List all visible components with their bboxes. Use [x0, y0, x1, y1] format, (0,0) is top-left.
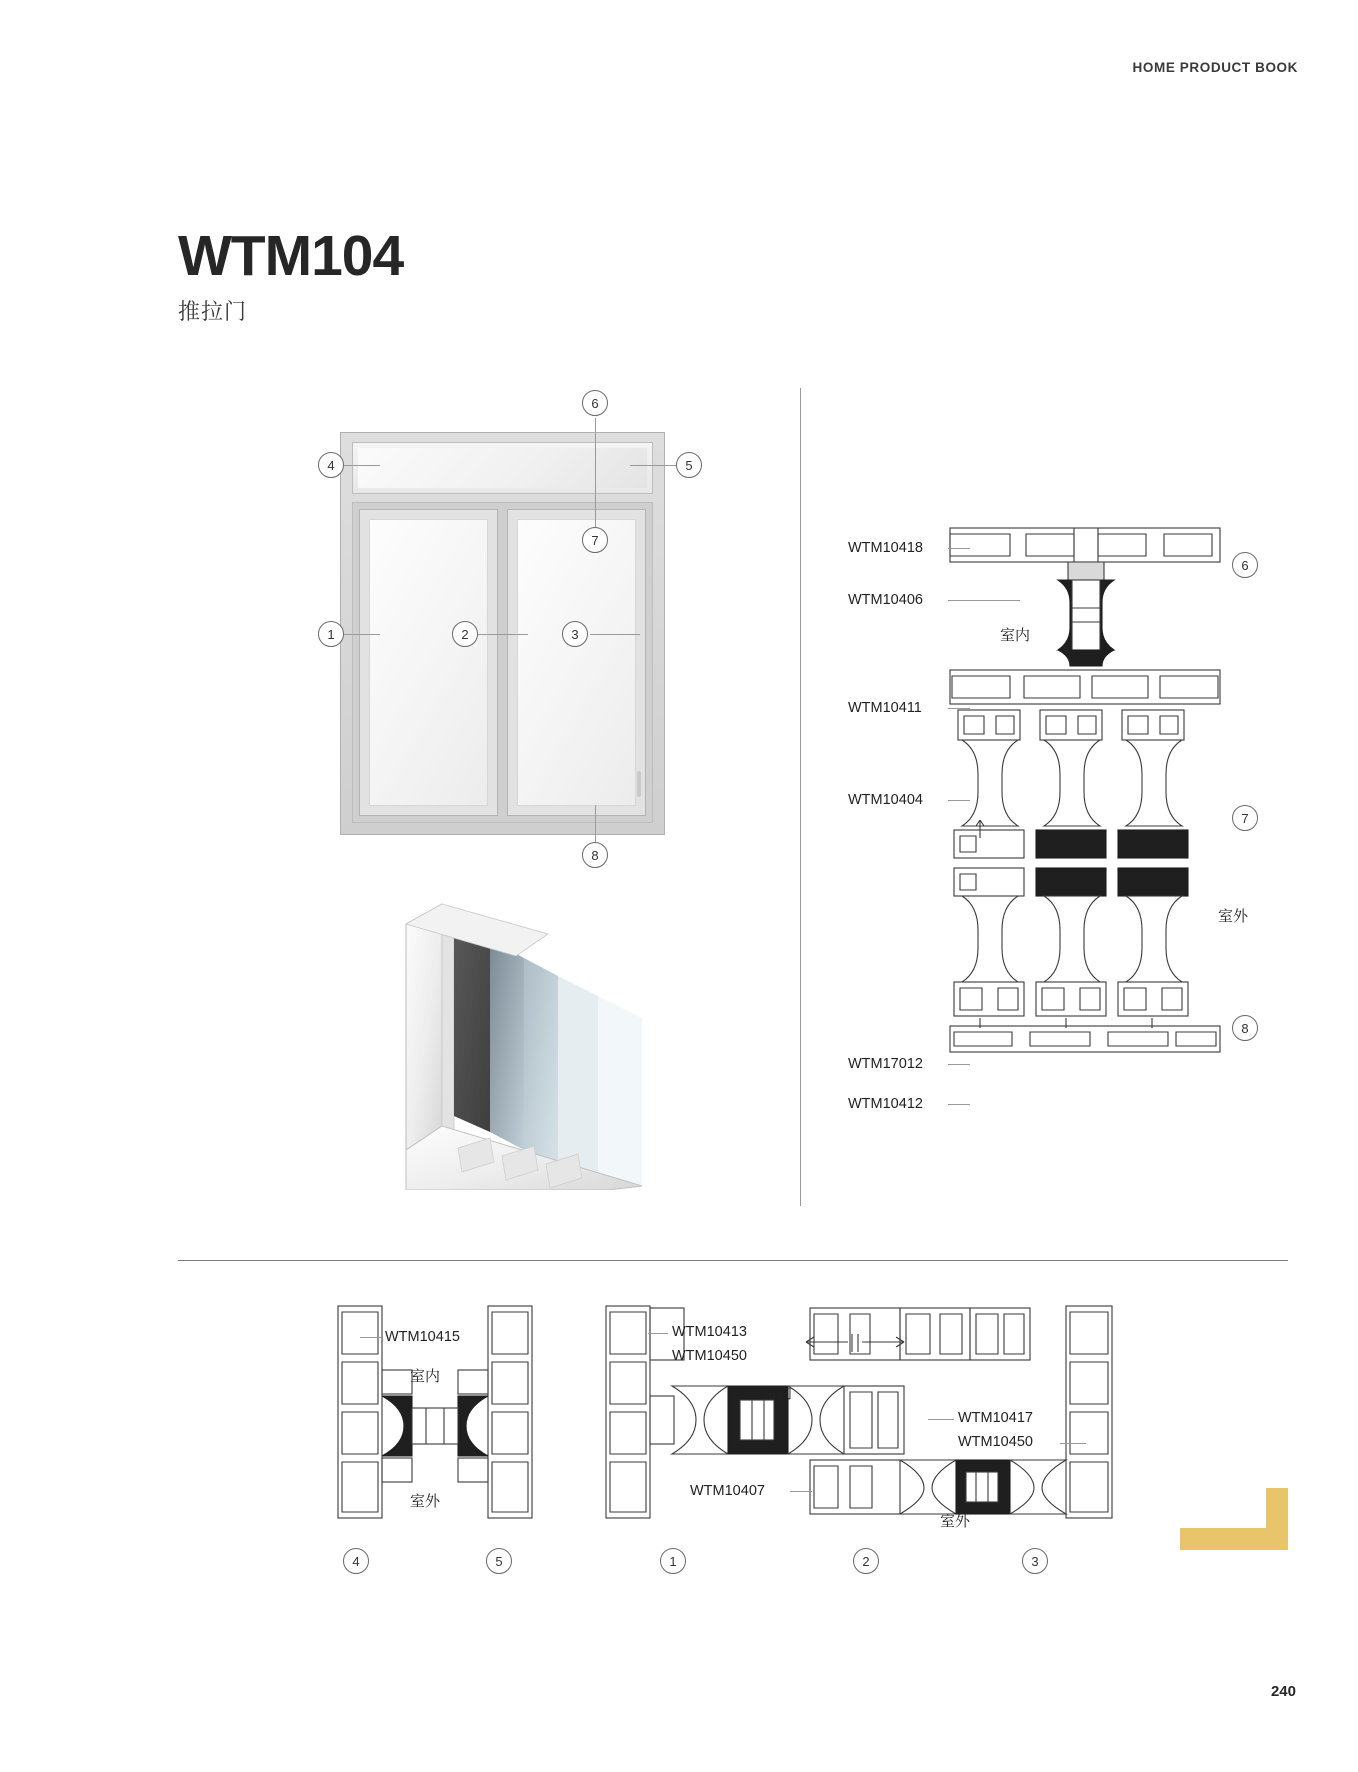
product-code: WTM104: [178, 224, 404, 288]
callout-bubble-1[interactable]: 1: [318, 621, 344, 647]
section-label-wtm10418: WTM10418: [848, 540, 923, 556]
label-leader-b: [948, 600, 1020, 601]
leader-line-4: [344, 465, 380, 466]
door-sash-left: [359, 509, 498, 816]
callout-bubble-7[interactable]: 7: [582, 527, 608, 553]
bottom-right-label-wtm10450-top: WTM10450: [672, 1348, 747, 1364]
accent-corner-mark: [1180, 1488, 1288, 1550]
label-leader-e: [948, 1064, 970, 1065]
label-leader-d: [948, 800, 970, 801]
leader-line-3: [590, 634, 640, 635]
bottom-right-callout-3[interactable]: 3: [1022, 1548, 1048, 1574]
leader-line-2: [478, 634, 528, 635]
label-leader-f: [948, 1104, 970, 1105]
section-label-wtm17012: WTM17012: [848, 1056, 923, 1072]
callout-bubble-4[interactable]: 4: [318, 452, 344, 478]
br-label-leader-d: [790, 1491, 812, 1492]
leader-line-5: [630, 465, 676, 466]
page-number: 240: [1270, 1683, 1296, 1700]
leader-line-1: [344, 634, 380, 635]
indoor-label-bottom-left: 室内: [410, 1368, 441, 1385]
outdoor-label-right: 室外: [1218, 908, 1249, 925]
corner-cutaway-photo: [398, 900, 660, 1190]
bottom-left-label-wtm10415: WTM10415: [385, 1329, 460, 1345]
outdoor-label-bottom-right: 室外: [940, 1513, 971, 1530]
callout-bubble-5[interactable]: 5: [676, 452, 702, 478]
bottom-right-label-wtm10417: WTM10417: [958, 1410, 1033, 1426]
transom-glass: [358, 448, 647, 488]
bottom-right-callout-1[interactable]: 1: [660, 1548, 686, 1574]
bottom-right-callout-2[interactable]: 2: [853, 1548, 879, 1574]
horizontal-divider: [178, 1260, 1288, 1261]
bottom-right-label-wtm10450-mid: WTM10450: [958, 1434, 1033, 1450]
label-leader-c: [948, 708, 970, 709]
vertical-divider: [800, 388, 801, 1206]
section-callout-7[interactable]: 7: [1232, 805, 1258, 831]
section-callout-8[interactable]: 8: [1232, 1015, 1258, 1041]
br-label-leader-c: [1060, 1443, 1086, 1444]
label-leader-a: [948, 548, 970, 549]
callout-bubble-6[interactable]: 6: [582, 390, 608, 416]
bottom-right-label-wtm10413: WTM10413: [672, 1324, 747, 1340]
door-sash-right: [507, 509, 646, 816]
leader-line-6: [595, 418, 596, 540]
callout-bubble-3[interactable]: 3: [562, 621, 588, 647]
section-label-wtm10412: WTM10412: [848, 1096, 923, 1112]
bottom-left-callout-4[interactable]: 4: [343, 1548, 369, 1574]
section-label-wtm10406: WTM10406: [848, 592, 923, 608]
br-label-leader-b: [928, 1419, 954, 1420]
sash-glass-left: [369, 519, 488, 806]
indoor-label-bottom-right: 室内: [762, 1385, 793, 1402]
section-callout-6[interactable]: 6: [1232, 552, 1258, 578]
door-transom: [352, 442, 653, 494]
section-label-wtm10411: WTM10411: [848, 700, 922, 716]
bottom-right-label-wtm10407: WTM10407: [690, 1483, 765, 1499]
section-label-wtm10404: WTM10404: [848, 792, 923, 808]
indoor-label-right: 室内: [1000, 627, 1031, 644]
bl-label-leader: [360, 1337, 382, 1338]
running-head: HOME PRODUCT BOOK: [1132, 60, 1298, 75]
product-subtitle: 推拉门: [178, 299, 248, 324]
sash-glass-right: [517, 519, 636, 806]
accent-bar-vertical: [1266, 1488, 1288, 1550]
bottom-left-callout-5[interactable]: 5: [486, 1548, 512, 1574]
br-label-leader-a: [648, 1333, 668, 1334]
callout-bubble-8[interactable]: 8: [582, 842, 608, 868]
callout-bubble-2[interactable]: 2: [452, 621, 478, 647]
page-title: [178, 224, 404, 326]
sash-handle: [637, 771, 641, 797]
outdoor-label-bottom-left: 室外: [410, 1493, 441, 1510]
door-sash-area: [352, 502, 653, 823]
